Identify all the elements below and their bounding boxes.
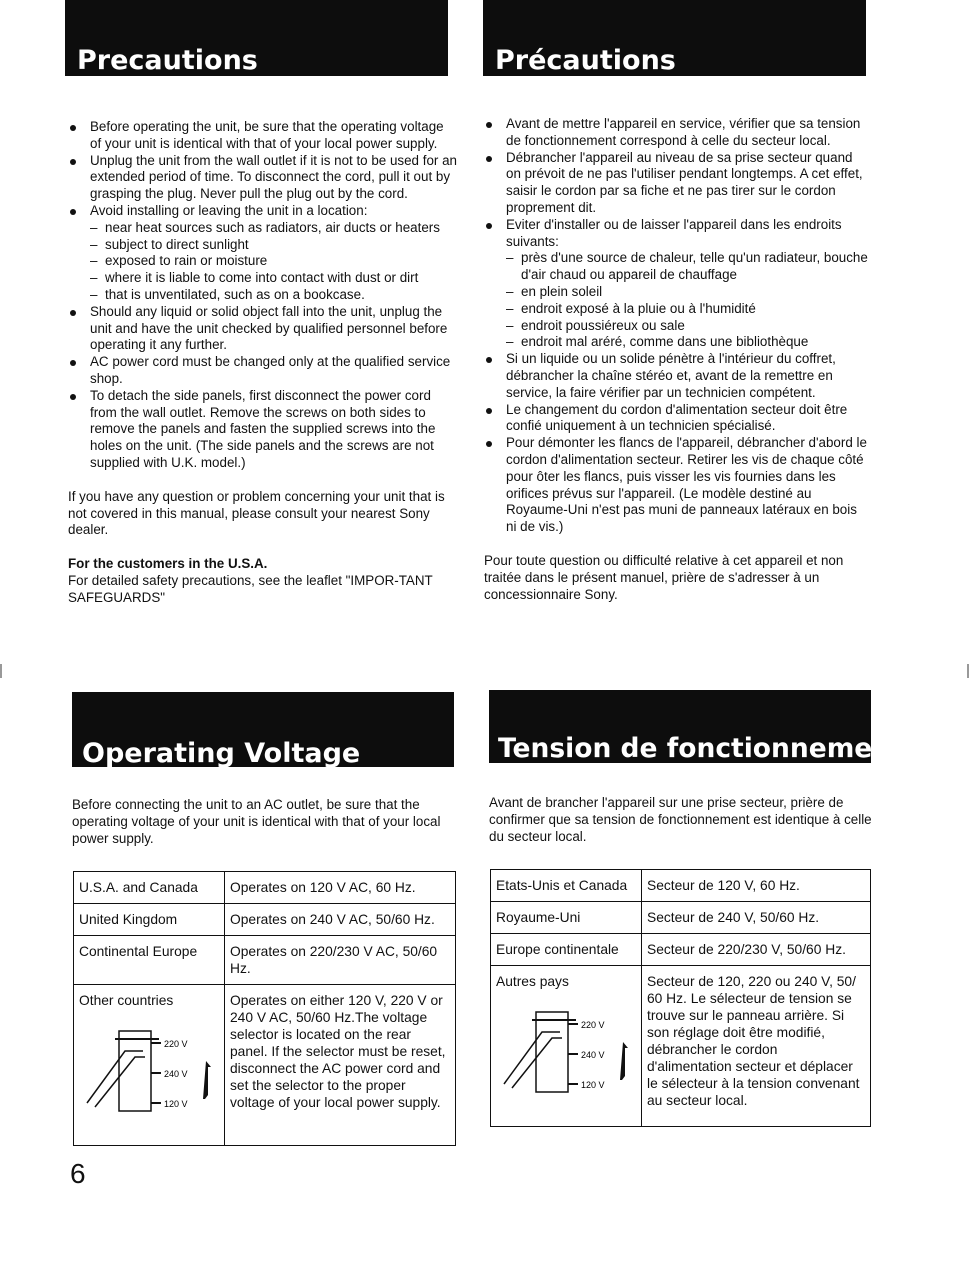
voltage-cell: Secteur de 240 V, 50/60 Hz.	[642, 902, 871, 934]
voltage-cell: Operates on 120 V AC, 60 Hz.	[225, 872, 456, 904]
section-title: Precautions	[77, 45, 258, 77]
sub-list-item: – endroit poussiéreux ou sale	[506, 318, 868, 335]
list-item	[68, 203, 458, 304]
voltage-selector-illustration	[79, 1023, 219, 1123]
list-item: AC power cord must be changed only at the qualified service shop.	[68, 354, 458, 388]
usa-text: For detailed safety precautions, see the leaflet "IMPOR-TANT SAFEGUARDS"	[68, 572, 433, 605]
margin-rule	[0, 664, 2, 678]
sub-list-item: – near heat sources such as radiators, air ducts or heaters	[90, 220, 458, 237]
sub-list-item: – that is unventilated, such as on a bookcase.	[90, 287, 458, 304]
list-item-text: Eviter d'installer ou de laisser l'appareil dans les endroits suivants:	[506, 216, 842, 249]
region-cell	[74, 985, 225, 1146]
precautions-list	[484, 116, 868, 536]
table-row	[491, 934, 871, 966]
region-name: Other countries	[79, 993, 174, 1008]
section-header-precautions-fr	[483, 0, 866, 76]
list-item: Unplug the unit from the wall outlet if it is not to be used for an extended period of time. To disconnect the cord, pull it out by grasping the plug. Never pull the plug out by the cord.	[68, 153, 458, 203]
table-row	[74, 904, 456, 936]
voltage-cell: Secteur de 220/230 V, 50/60 Hz.	[642, 934, 871, 966]
region-cell: U.S.A. and Canada	[74, 872, 225, 904]
list-item-text: Avoid installing or leaving the unit in a location:	[90, 202, 368, 218]
section-title: Operating Voltage	[82, 738, 361, 770]
table-row	[491, 966, 871, 1127]
region-cell	[491, 966, 642, 1127]
list-item: Avant de mettre l'appareil en service, vérifier que sa tension de fonctionnement correspond à celle du secteur local.	[484, 116, 868, 150]
contact-note: If you have any question or problem concerning your unit that is not covered in this manual, please consult your nearest Sony dealer.	[68, 488, 445, 538]
selector-label: 240 V	[581, 1050, 605, 1060]
location-list	[506, 250, 868, 351]
section-header-voltage	[72, 692, 454, 770]
voltage-intro: Before connecting the unit to an AC outlet, be sure that the operating voltage of your unit is identical with that of your local power supply.	[72, 797, 441, 846]
list-item: Pour démonter les flancs de l'appareil, débrancher d'abord le cordon d'alimentation secteur. Retirer les vis de chaque côté pour ôter les flancs, puis visser les vis fournies dans les orifices prévus sur l'appareil. (Le modèle destiné au Royaume-Uni n'est pas muni de panneaux latéraux en bois ni de vis.)	[484, 435, 868, 536]
region-cell: Etats-Unis et Canada	[491, 870, 642, 902]
sub-list-item: – where it is liable to come into contact with dust or dirt	[90, 270, 458, 287]
voltage-cell: Operates on 240 V AC, 50/60 Hz.	[225, 904, 456, 936]
precautions-fr	[484, 116, 868, 603]
precautions-en	[68, 119, 458, 607]
table-row	[491, 902, 871, 934]
voltage-selector-illustration	[496, 1004, 636, 1104]
selector-label: 220 V	[581, 1020, 605, 1030]
table-row	[74, 872, 456, 904]
sub-list-item: – en plein soleil	[506, 284, 868, 301]
list-item: Le changement du cordon d'alimentation secteur doit être confié uniquement à un technicien spécialisé.	[484, 402, 868, 436]
region-cell: United Kingdom	[74, 904, 225, 936]
list-item	[484, 217, 868, 351]
table-row	[491, 870, 871, 902]
sub-list-item: – endroit exposé à la pluie ou à l'humidité	[506, 301, 868, 318]
sub-list-item: – subject to direct sunlight	[90, 237, 458, 254]
voltage-cell: Operates on 220/230 V AC, 50/60 Hz.	[225, 936, 456, 985]
list-item: Débrancher l'appareil au niveau de sa prise secteur quand on prévoit de ne pas l'utiliser pendant longtemps. A cet effet, saisir le cordon par sa fiche et ne pas tirer sur le cordon proprement dit.	[484, 150, 868, 217]
section-header-precautions	[65, 0, 448, 76]
voltage-table	[490, 869, 871, 1127]
usa-heading: For the customers in the U.S.A.	[68, 556, 268, 572]
voltage-cell: Operates on either 120 V, 220 V or 240 V AC, 50/60 Hz.The voltage selector is located on the rear panel. If the selector must be reset, disconnect the AC power cord and set the selector to the proper voltage of your local power supply.	[225, 985, 456, 1146]
list-item: Si un liquide ou un solide pénètre à l'intérieur du coffret, débrancher la chaîne stéréo et, avant de la remettre en service, la faire vérifier par un technicien compétent.	[484, 351, 868, 401]
section-title: Tension de fonctionnement	[498, 733, 904, 765]
voltage-table	[73, 871, 456, 1146]
sub-list-item: – endroit mal aréré, comme dans une bibliothèque	[506, 334, 868, 351]
list-item: Before operating the unit, be sure that the operating voltage of your unit is identical with that of your local power supply.	[68, 119, 458, 153]
table-row	[74, 936, 456, 985]
sub-list-item: – près d'une source de chaleur, telle qu'un radiateur, bouche d'air chaud ou appareil de chauffage	[506, 250, 868, 284]
selector-label: 220 V	[164, 1039, 188, 1049]
selector-label: 120 V	[164, 1099, 188, 1109]
region-cell: Royaume-Uni	[491, 902, 642, 934]
region-cell: Europe continentale	[491, 934, 642, 966]
region-name: Autres pays	[496, 974, 569, 989]
voltage-intro: Avant de brancher l'appareil sur une prise secteur, prière de confirmer que sa tension de fonctionnement est identique à celle du secteur local.	[489, 795, 872, 844]
table-row	[74, 985, 456, 1146]
location-list	[90, 220, 458, 304]
region-cell: Continental Europe	[74, 936, 225, 985]
margin-rule	[967, 664, 969, 678]
page-number: 6	[70, 1158, 86, 1189]
contact-note: Pour toute question ou difficulté relative à cet appareil et non traitée dans le présent manuel, prière de s'adresser à un concessionnaire Sony.	[484, 552, 844, 602]
voltage-cell: Secteur de 120 V, 60 Hz.	[642, 870, 871, 902]
sub-list-item: – exposed to rain or moisture	[90, 253, 458, 270]
list-item: Should any liquid or solid object fall into the unit, unplug the unit and have the unit checked by qualified personnel before operating it any further.	[68, 304, 458, 354]
selector-label: 120 V	[581, 1080, 605, 1090]
precautions-list	[68, 119, 458, 472]
section-title: Précautions	[495, 45, 676, 77]
selector-label: 240 V	[164, 1069, 188, 1079]
voltage-cell: Secteur de 120, 220 ou 240 V, 50/ 60 Hz. Le sélecteur de tension se trouve sur le panneau arrière. Si son réglage doit être modifié, débrancher le cordon d'alimentation secteur et déplacer le sélecteur à la tension convenant au secteur local.	[642, 966, 871, 1127]
section-header-voltage-fr	[489, 690, 904, 765]
list-item: To detach the side panels, first disconnect the power cord from the wall outlet. Remove the screws on both sides to remove the panels and fasten the supplied screws into the holes on the unit. (The side panels and the screws are not supplied with U.K. model.)	[68, 388, 458, 472]
